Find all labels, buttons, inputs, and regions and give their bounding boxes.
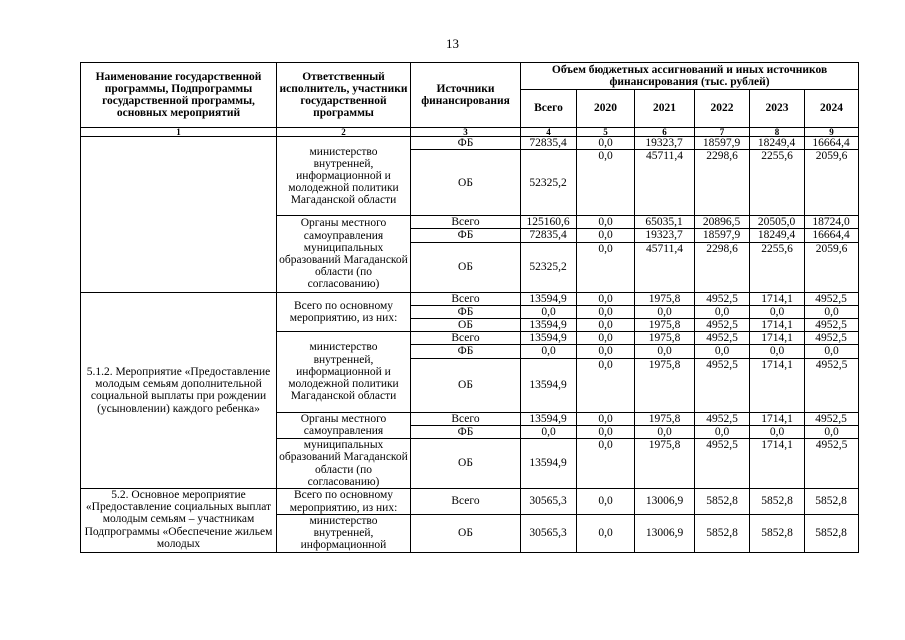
cell: 4952,5 (695, 319, 750, 332)
col-number: 5 (577, 128, 635, 137)
cell: ОБ (411, 242, 521, 292)
cell: 0,0 (805, 305, 859, 318)
cell: 4952,5 (805, 319, 859, 332)
cell: 2255,6 (750, 150, 805, 216)
cell: 4952,5 (805, 412, 859, 425)
cell: 5852,8 (695, 515, 750, 553)
cell: 0,0 (577, 345, 635, 358)
cell: 65035,1 (635, 216, 695, 229)
cell: 1714,1 (750, 358, 805, 412)
cell: Всего (411, 216, 521, 229)
cell: 1714,1 (750, 319, 805, 332)
cell: ОБ (411, 358, 521, 412)
cell: 0,0 (577, 150, 635, 216)
col-number: 2 (277, 128, 411, 137)
executor-local: Органы местного самоуправления муниципальных образований Магаданской области (по согласованию) (277, 216, 411, 292)
cell: ФБ (411, 345, 521, 358)
cell: ФБ (411, 305, 521, 318)
cell: 13594,9 (521, 292, 577, 305)
cell: 1714,1 (750, 332, 805, 345)
cell: 13594,9 (521, 319, 577, 332)
cell: 72835,4 (521, 137, 577, 150)
cell: 0,0 (577, 229, 635, 242)
header-source: Источники финансирования (411, 63, 521, 128)
cell: Всего (411, 412, 521, 425)
cell: 4952,5 (695, 292, 750, 305)
cell: 18597,9 (695, 229, 750, 242)
cell: 4952,5 (695, 332, 750, 345)
cell: 16664,4 (805, 229, 859, 242)
cell: 125160,6 (521, 216, 577, 229)
cell: 2255,6 (750, 242, 805, 292)
cell: 0,0 (521, 305, 577, 318)
cell: 72835,4 (521, 229, 577, 242)
cell: 1714,1 (750, 292, 805, 305)
cell: 0,0 (577, 425, 635, 438)
cell: Всего (411, 489, 521, 515)
header-executor: Ответственный исполнитель, участники государственной программы (277, 63, 411, 128)
cell: 0,0 (577, 412, 635, 425)
header-budget-group: Объем бюджетных ассигнований и иных источников финансирования (тыс. рублей) (521, 63, 859, 90)
header-total: Всего (521, 90, 577, 128)
page-number: 13 (446, 36, 459, 51)
cell: 2059,6 (805, 150, 859, 216)
cell: 0,0 (695, 305, 750, 318)
cell: 4952,5 (805, 332, 859, 345)
cell: 1714,1 (750, 439, 805, 489)
cell: 4952,5 (695, 358, 750, 412)
col-number: 9 (805, 128, 859, 137)
cell: 0,0 (521, 425, 577, 438)
table-row (81, 137, 859, 150)
executor-total: Всего по основному мероприятию, из них: (277, 292, 411, 332)
cell: 0,0 (577, 216, 635, 229)
cell: 5852,8 (695, 489, 750, 515)
cell: ОБ (411, 150, 521, 216)
executor-local-bottom: муниципальных образований Магаданской области (по согласованию) (277, 439, 411, 489)
cell: 0,0 (750, 345, 805, 358)
cell: 0,0 (577, 242, 635, 292)
cell: 0,0 (577, 439, 635, 489)
program-cell-empty (81, 137, 277, 293)
header-year: 2021 (635, 90, 695, 128)
cell: 1975,8 (635, 358, 695, 412)
executor-ministry: министерство внутренней, информационной и молодежной политики Магаданской области (277, 332, 411, 412)
cell: 30565,3 (521, 489, 577, 515)
cell: 0,0 (577, 292, 635, 305)
cell: 20896,5 (695, 216, 750, 229)
cell: 4952,5 (805, 439, 859, 489)
cell: 0,0 (577, 137, 635, 150)
cell: 45711,4 (635, 150, 695, 216)
cell: Всего (411, 332, 521, 345)
cell: 13594,9 (521, 332, 577, 345)
cell: 0,0 (521, 345, 577, 358)
cell: 5852,8 (750, 489, 805, 515)
cell: 0,0 (805, 345, 859, 358)
col-number: 7 (695, 128, 750, 137)
cell: 2059,6 (805, 242, 859, 292)
header-year: 2020 (577, 90, 635, 128)
budget-table (80, 62, 859, 553)
cell: 4952,5 (695, 412, 750, 425)
cell: 0,0 (635, 345, 695, 358)
cell: 18249,4 (750, 137, 805, 150)
cell: 19323,7 (635, 229, 695, 242)
cell: ОБ (411, 439, 521, 489)
cell: 0,0 (750, 425, 805, 438)
cell: 13006,9 (635, 515, 695, 553)
header-year: 2024 (805, 90, 859, 128)
executor-ministry: министерство внутренней, информационной и молодежной политики Магаданской области (277, 137, 411, 216)
cell: 0,0 (577, 515, 635, 553)
cell: 0,0 (805, 425, 859, 438)
col-number: 3 (411, 128, 521, 137)
cell: 5852,8 (805, 515, 859, 553)
cell: 4952,5 (695, 439, 750, 489)
cell: 5852,8 (805, 489, 859, 515)
cell: ФБ (411, 229, 521, 242)
cell: 1975,8 (635, 412, 695, 425)
cell: 45711,4 (635, 242, 695, 292)
col-number: 4 (521, 128, 577, 137)
executor-total: Всего по основному мероприятию, из них: (277, 489, 411, 515)
cell: 0,0 (635, 305, 695, 318)
header-year: 2023 (750, 90, 805, 128)
cell: 18724,0 (805, 216, 859, 229)
cell: 5852,8 (750, 515, 805, 553)
cell: 0,0 (750, 305, 805, 318)
cell: Всего (411, 292, 521, 305)
cell: 0,0 (695, 345, 750, 358)
cell: 0,0 (577, 358, 635, 412)
cell: 52325,2 (521, 150, 577, 216)
cell: 0,0 (577, 305, 635, 318)
measure-52-name: 5.2. Основное мероприятие «Предоставление социальных выплат молодым семьям – участникам Подпрограммы «Обеспечение жильем молодых (81, 489, 277, 553)
cell: 18249,4 (750, 229, 805, 242)
cell: 13594,9 (521, 412, 577, 425)
col-number: 1 (81, 128, 277, 137)
cell: ФБ (411, 137, 521, 150)
cell: 20505,0 (750, 216, 805, 229)
executor-ministry-partial: министерство внутренней, информационной (277, 515, 411, 553)
cell: 2298,6 (695, 150, 750, 216)
cell: ФБ (411, 425, 521, 438)
cell: ОБ (411, 319, 521, 332)
cell: 19323,7 (635, 137, 695, 150)
header-program-name: Наименование государственной программы, Подпрограммы государственной программы, основных мероприятий (81, 63, 277, 128)
cell: 18597,9 (695, 137, 750, 150)
table-row (81, 292, 859, 305)
cell: 0,0 (695, 425, 750, 438)
col-number: 8 (750, 128, 805, 137)
cell: 4952,5 (805, 292, 859, 305)
cell: ОБ (411, 515, 521, 553)
cell: 0,0 (635, 425, 695, 438)
cell: 16664,4 (805, 137, 859, 150)
cell: 1975,8 (635, 292, 695, 305)
cell: 4952,5 (805, 358, 859, 412)
col-number: 6 (635, 128, 695, 137)
measure-512-name: 5.1.2. Мероприятие «Предоставление молодым семьям дополнительной социальной выплаты при рождении (усыновлении) каждого ребенка» (81, 292, 277, 488)
cell: 0,0 (577, 332, 635, 345)
executor-local-top: Органы местного самоуправления (277, 412, 411, 438)
table-row (81, 489, 859, 515)
header-year: 2022 (695, 90, 750, 128)
cell: 0,0 (577, 489, 635, 515)
cell: 13594,9 (521, 439, 577, 489)
cell: 2298,6 (695, 242, 750, 292)
column-number-row (81, 128, 859, 137)
cell: 1975,8 (635, 439, 695, 489)
header-row (81, 63, 859, 90)
cell: 30565,3 (521, 515, 577, 553)
cell: 1975,8 (635, 319, 695, 332)
cell: 1714,1 (750, 412, 805, 425)
cell: 0,0 (577, 319, 635, 332)
cell: 52325,2 (521, 242, 577, 292)
cell: 13006,9 (635, 489, 695, 515)
cell: 13594,9 (521, 358, 577, 412)
cell: 1975,8 (635, 332, 695, 345)
